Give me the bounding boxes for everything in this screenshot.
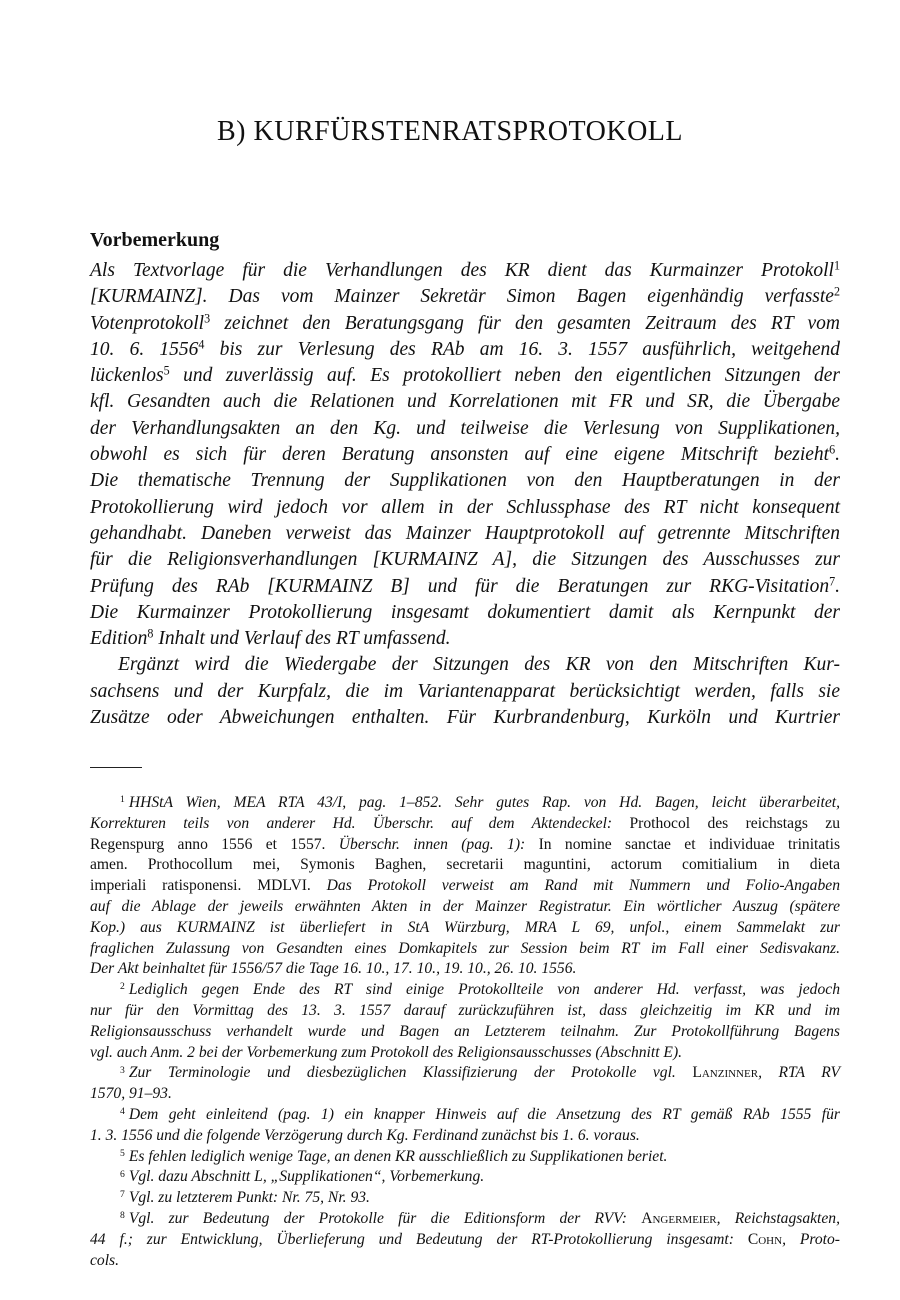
text-run: Der Akt beinhaltet für 1556/57 die Tage 16. 10., 17. 10., 19. 10., 26. 10. 1556. <box>90 960 577 978</box>
text-line <box>90 389 840 415</box>
paragraph <box>90 258 840 652</box>
text-run: der Verhandlungsakten an den Kg. und teilweise die Verlesung von Supplikationen, <box>90 417 840 439</box>
footnote-line <box>90 1251 840 1272</box>
text-line <box>90 652 840 678</box>
footnote-line <box>90 897 840 918</box>
text-run: Überschr. innen (pag. 1): <box>338 835 526 853</box>
text-run: fraglichen Zulassung von Gesandten eines Domkapitels zur Session beim RT im Fall einer Sedisvakanz. <box>90 939 840 957</box>
text-line <box>90 705 840 731</box>
footnote-number: 1 <box>120 794 125 806</box>
footnote-line <box>90 1209 840 1230</box>
text-line <box>90 626 840 652</box>
text-run: Korrekturen teils von anderer Hd. Überschr. auf dem Aktendeckel: <box>90 814 613 832</box>
text-run: obwohl es sich für deren Beratung ansonsten auf eine eigene Mitschrift bezieht <box>90 444 830 466</box>
footnote-line <box>90 814 840 835</box>
text-run: , RTA RV <box>758 1064 840 1082</box>
footnote-reference: 3 <box>204 310 211 325</box>
footnote-reference: 1 <box>833 258 840 273</box>
text-run: Zusätze oder Abweichungen enthalten. Für Kurbrandenburg, Kurköln und Kurtrier <box>90 707 840 729</box>
footnote-number: 6 <box>120 1168 125 1180</box>
text-line <box>90 442 840 468</box>
text-line <box>90 521 840 547</box>
footnote-line <box>90 959 840 980</box>
footnote-line <box>90 1188 840 1209</box>
text-line <box>90 311 840 337</box>
text-run: 10. 6. 1556 <box>90 338 199 360</box>
text-run: Dem geht einleitend (pag. 1) ein knapper Hinweis auf die Ansetzung des RT gemäß RAb 1555 für <box>128 1105 840 1123</box>
footnote <box>90 1188 840 1209</box>
text-line <box>90 547 840 573</box>
text-run: 1570, 91–93. <box>90 1085 172 1103</box>
footnote-line <box>90 1063 840 1084</box>
footnote-line <box>90 1230 840 1251</box>
main-text <box>90 258 840 731</box>
footnote-line <box>90 1084 840 1105</box>
footnote <box>90 1167 840 1188</box>
footnote-line <box>90 1022 840 1043</box>
roman-text: Prothocol des reichstags zu <box>612 814 840 832</box>
text-run: Das Protokoll verweist am Rand mit Nummern und Folio-Angaben <box>326 877 840 895</box>
footnote <box>90 1063 840 1105</box>
text-line <box>90 495 840 521</box>
text-run: 44 f.; zur Entwicklung, Überlieferung und Bedeutung der RT-Protokollierung insgesamt: <box>90 1230 748 1248</box>
roman-text: Regenspurg anno 1556 et 1557. <box>90 835 339 853</box>
text-run: und zuverlässig auf. Es protokolliert neben den eigentlichen Sitzungen der <box>169 365 840 387</box>
text-line <box>90 284 840 310</box>
text-run: Protokollierung wird jedoch vor allem in der Schlussphase des RT nicht konsequent <box>90 496 840 518</box>
text-run: [KURMAINZ]. Das vom Mainzer Sekretär Simon Bagen eigenhändig verfasste <box>90 286 834 308</box>
text-line <box>90 679 840 705</box>
text-run: auf die Ablage der jeweils erwähnten Akten in der Mainzer Registratur. Ein wörtlicher Auszug (spätere <box>90 897 840 915</box>
footnote-reference: 2 <box>833 284 840 299</box>
footnote-reference: 6 <box>829 442 836 457</box>
footnote-number: 4 <box>120 1106 125 1118</box>
text-run: Inhalt und Verlauf des RT umfassend. <box>153 628 451 650</box>
section-heading: Vorbemerkung <box>90 229 220 251</box>
footnote-line <box>90 793 840 814</box>
footnotes <box>90 793 840 1271</box>
text-run: zeichnet den Beratungsgang für den gesamten Zeitraum des RT vom <box>210 312 840 334</box>
footnote <box>90 793 840 980</box>
text-line <box>90 416 840 442</box>
footnote-divider <box>90 767 142 768</box>
roman-text: amen. Prothocollum mei, Symonis Baghen, secretarii maguntini, actorum comitialium in dieta <box>90 856 840 874</box>
text-line <box>90 337 840 363</box>
roman-text: In nomine sanctae et individuae trinitatis <box>525 835 841 853</box>
footnote-reference: 5 <box>163 363 170 378</box>
footnote-line <box>90 1167 840 1188</box>
footnote-number: 3 <box>120 1064 125 1076</box>
footnote-number: 7 <box>120 1189 125 1201</box>
text-run: Ergänzt wird die Wiedergabe der Sitzungen des KR von den Mitschriften Kur- <box>118 654 840 676</box>
text-run: Edition <box>90 628 148 650</box>
text-run: Es fehlen lediglich wenige Tage, an denen KR ausschließlich zu Supplikationen beriet. <box>128 1147 668 1165</box>
text-run: Zur Terminologie und diesbezüglichen Klassifizierung der Protokolle vgl. <box>128 1064 693 1082</box>
text-run: . <box>835 575 840 597</box>
text-line <box>90 468 840 494</box>
text-run: kfl. Gesandten auch die Relationen und Korrelationen mit FR und SR, die Übergabe <box>90 391 840 413</box>
text-run: Vgl. dazu Abschnitt L, „Supplikationen“, Vorbemerkung. <box>128 1168 485 1186</box>
text-run: lückenlos <box>90 365 164 387</box>
section-title: B) KURFÜRSTENRATSPROTOKOLL <box>217 116 683 147</box>
footnote-line <box>90 876 840 897</box>
footnote-line <box>90 980 840 1001</box>
text-run: gehandhabt. Daneben verweist das Mainzer Hauptprotokoll auf getrennte Mitschriften <box>90 522 840 544</box>
text-run: Votenprotokoll <box>90 312 205 334</box>
footnote-line <box>90 1147 840 1168</box>
text-run: Vgl. zu letzterem Punkt: Nr. 75, Nr. 93. <box>128 1189 370 1207</box>
text-run: Die thematische Trennung der Supplikationen von den Hauptberatungen in der <box>90 470 840 492</box>
text-run: HHStA Wien, MEA RTA 43/I, pag. 1–852. Sehr gutes Rap. von Hd. Bagen, leicht überarbeitet, <box>128 794 840 811</box>
footnote-line <box>90 1001 840 1022</box>
text-run: , Proto- <box>782 1230 840 1248</box>
text-run: Religionsausschuss verhandelt wurde und Bagen an Letzterem teilnahm. Zur Protokollführung Bagens <box>90 1022 840 1040</box>
text-run: sachsens und der Kurpfalz, die im Variantenapparat berücksichtigt werden, falls sie <box>90 680 840 702</box>
footnote-line <box>90 835 840 856</box>
footnote-number: 8 <box>120 1210 125 1222</box>
author-name: Angermeier <box>641 1209 717 1227</box>
text-run: , Reichstagsakten, <box>716 1209 841 1227</box>
text-run: Die Kurmainzer Protokollierung insgesamt dokumentiert damit als Kernpunkt der <box>90 601 840 623</box>
footnote-reference: 8 <box>147 626 154 641</box>
footnote <box>90 1105 840 1147</box>
footnote-number: 5 <box>120 1147 125 1159</box>
roman-text: imperiali ratisponensi. MDLVI. <box>90 877 327 895</box>
text-run: cols. <box>90 1251 120 1269</box>
footnote-line <box>90 1105 840 1126</box>
text-run: Als Textvorlage für die Verhandlungen des KR dient das Kurmainzer Protokoll <box>90 260 834 281</box>
text-run: 1. 3. 1556 und die folgende Verzögerung durch Kg. Ferdinand zunächst bis 1. 6. voraus. <box>90 1126 640 1144</box>
author-name: Lanzinner <box>692 1064 759 1082</box>
text-run: . <box>835 444 840 466</box>
footnote-number: 2 <box>120 981 125 993</box>
footnote-line <box>90 939 840 960</box>
text-line <box>90 600 840 626</box>
text-run: nur für den Vormittag des 13. 3. 1557 darauf zurückzuführen ist, dass gleichzeitig im KR und im <box>90 1001 840 1019</box>
text-run: Kop.) aus KURMAINZ ist überliefert in StA Würzburg, MRA L 69, unfol., einem Sammelakt zur <box>90 918 840 936</box>
text-line <box>90 574 840 600</box>
footnote <box>90 980 840 1063</box>
paragraph <box>90 652 840 731</box>
text-run: Vgl. zur Bedeutung der Protokolle für die Editionsform der RVV: <box>128 1209 642 1227</box>
text-run: Lediglich gegen Ende des RT sind einige Protokollteile von anderer Hd. verfasst, was jedoch <box>128 981 840 999</box>
text-run: bis zur Verlesung des RAb am 16. 3. 1557 ausführlich, weitgehend <box>204 338 840 360</box>
author-name: Cohn <box>747 1230 783 1248</box>
footnote-reference: 4 <box>198 337 205 352</box>
text-run: Prüfung des RAb [KURMAINZ B] und für die Beratungen zur RKG-Visitation <box>90 575 830 597</box>
text-run: für die Religionsverhandlungen [KURMAINZ A], die Sitzungen des Ausschusses zur <box>90 549 840 571</box>
footnote-line <box>90 918 840 939</box>
text-line <box>90 258 840 284</box>
footnote-line <box>90 1126 840 1147</box>
footnote-line <box>90 855 840 876</box>
footnote-line <box>90 1043 840 1064</box>
footnote <box>90 1147 840 1168</box>
text-run: vgl. auch Anm. 2 bei der Vorbemerkung zum Protokoll des Religionsausschusses (Abschnitt E). <box>90 1043 683 1061</box>
text-line <box>90 363 840 389</box>
footnote-reference: 7 <box>829 573 836 588</box>
footnote <box>90 1209 840 1271</box>
